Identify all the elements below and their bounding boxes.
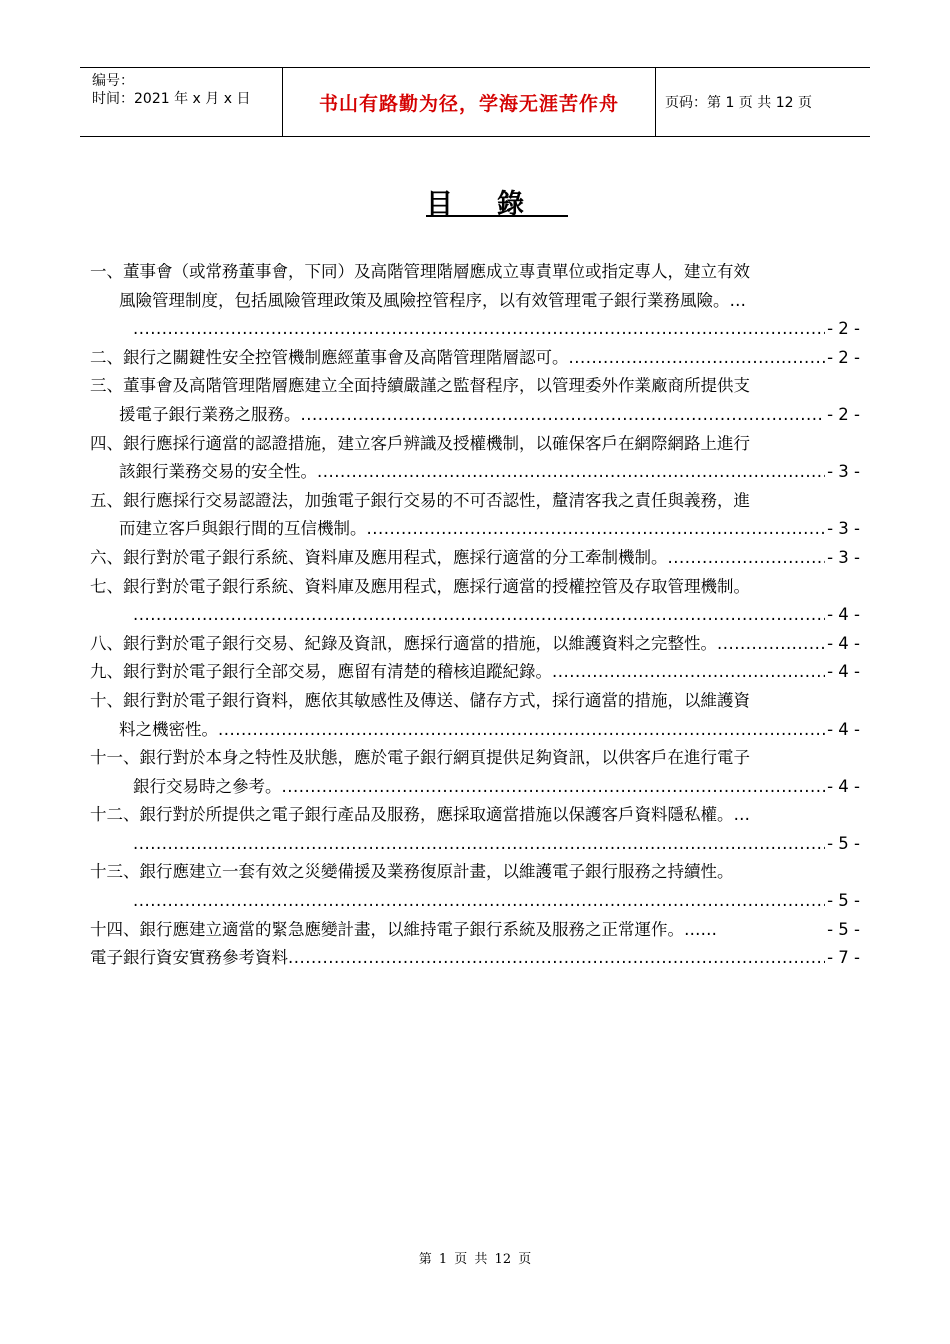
page-footer: 第 1 页 共 12 页 [418, 1252, 532, 1267]
toc-entry-text: 而建立客戶與銀行間的互信機制。 [119, 519, 367, 539]
toc-leader-dots [552, 658, 825, 687]
toc-line[interactable] [90, 658, 860, 687]
header-meta [80, 68, 280, 136]
toc-entry-text: 電子銀行資安實務參考資料 [90, 948, 288, 968]
toc-line[interactable] [90, 487, 860, 516]
toc-page-number: - 3 - [827, 519, 860, 539]
toc-line[interactable] [90, 630, 860, 659]
toc-leader-dots [218, 716, 825, 745]
toc-entry-text: 十三、銀行應建立一套有效之災變備援及業務復原計畫，以維護電子銀行服務之持續性。 [90, 862, 734, 882]
toc-line[interactable] [90, 744, 860, 773]
toc-leader-dots [317, 458, 825, 487]
toc-leader-dots [367, 515, 826, 544]
toc-entry-text: 六、銀行對於電子銀行系統、資料庫及應用程式，應採行適當的分工牽制機制。 [90, 547, 668, 567]
toc-line[interactable] [90, 315, 860, 344]
toc-leader-dots [133, 830, 825, 859]
header-motto-cell [282, 68, 656, 136]
toc-page-number: - 5 - [827, 833, 860, 853]
toc-title: 目錄 [426, 189, 568, 220]
toc-entry-text: 一、董事會（或常務董事會，下同）及高階管理階層應成立專責單位或指定專人，建立有效 [90, 262, 750, 281]
toc-entry-text: 八、銀行對於電子銀行交易、紀錄及資訊，應採行適當的措施，以維護資料之完整性。 [90, 633, 717, 653]
toc-line[interactable] [90, 601, 860, 630]
toc-entry-text: 五、銀行應採行交易認證法，加強電子銀行交易的不可否認性，釐清客我之責任與義務，進 [90, 490, 750, 510]
toc-entry-text: 銀行交易時之參考。 [133, 776, 282, 796]
toc-page-number: - 2 - [827, 404, 860, 424]
toc-line[interactable] [90, 544, 860, 573]
toc-line[interactable] [90, 372, 860, 401]
toc-page-number: - 3 - [827, 547, 860, 567]
table-of-contents [90, 258, 860, 973]
toc-page-number: - 4 - [827, 662, 860, 682]
toc-leader-dots [288, 944, 825, 973]
toc-entry-text: 九、銀行對於電子銀行全部交易，應留有清楚的稽核追蹤紀錄。 [90, 662, 552, 682]
toc-page-number: - 3 - [827, 462, 860, 482]
toc-line[interactable] [90, 830, 860, 859]
toc-page-number: - 4 - [827, 776, 860, 796]
toc-line[interactable] [90, 773, 860, 802]
header-page-info: 页码：第 1 页 共 12 页 [665, 95, 812, 111]
toc-page-number: - 4 - [827, 719, 860, 739]
toc-line[interactable] [90, 858, 860, 887]
toc-line[interactable] [90, 430, 860, 459]
toc-entry-text: 十、銀行對於電子銀行資料，應依其敏感性及傳送、儲存方式，採行適當的措施，以維護資 [90, 690, 750, 710]
toc-entry-text: 二、銀行之關鍵性安全控管機制應經董事會及高階管理階層認可。 [90, 347, 569, 367]
toc-line[interactable] [90, 716, 860, 745]
toc-line[interactable] [90, 916, 860, 945]
toc-entry-text: 料之機密性。 [119, 719, 218, 739]
toc-line[interactable] [90, 944, 860, 973]
toc-leader-dots [133, 601, 825, 630]
document-number-label: 编号： [92, 73, 134, 89]
toc-page-number: - 7 - [827, 948, 860, 968]
toc-page-number: - 4 - [827, 605, 860, 625]
toc-line[interactable] [90, 287, 860, 316]
toc-leader-dots [133, 315, 825, 344]
toc-leader-dots [282, 773, 826, 802]
toc-page-number: - 2 - [827, 347, 860, 367]
toc-entry-text: 三、董事會及高階管理階層應建立全面持續嚴謹之監督程序，以管理委外作業廠商所提供支 [90, 376, 750, 396]
toc-leader-dots [569, 344, 826, 373]
toc-page-number: - 5 - [827, 891, 860, 911]
toc-page-number: - 5 - [827, 919, 860, 939]
toc-page-number: - 2 - [827, 319, 860, 339]
toc-line[interactable] [90, 458, 860, 487]
toc-entry-text: 七、銀行對於電子銀行系統、資料庫及應用程式，應採行適當的授權控管及存取管理機制。 [90, 576, 750, 596]
toc-leader-dots [133, 887, 825, 916]
toc-leader-dots [668, 544, 826, 573]
toc-line[interactable] [90, 887, 860, 916]
toc-entry-text: 十一、銀行對於本身之特性及狀態，應於電子銀行網頁提供足夠資訊，以供客戶在進行電子 [90, 748, 750, 768]
toc-title-wrap [0, 182, 950, 221]
toc-page-number: - 4 - [827, 633, 860, 653]
toc-line[interactable] [90, 258, 860, 287]
toc-leader-dots [301, 401, 826, 430]
toc-entry-text: 十二、銀行對於所提供之電子銀行產品及服務，應採取適當措施以保護客戶資料隱私權。… [90, 805, 750, 825]
header-motto: 书山有路勤为径，学海无涯苦作舟 [318, 92, 619, 115]
document-date: 时间：2021 年 x 月 x 日 [92, 91, 251, 107]
toc-line[interactable] [90, 573, 860, 602]
toc-entry-text: 風險管理制度，包括風險管理政策及風險控管程序，以有效管理電子銀行業務風險。… [119, 290, 746, 310]
toc-line[interactable] [90, 515, 860, 544]
toc-line[interactable] [90, 344, 860, 373]
page-header [80, 67, 870, 137]
toc-line[interactable] [90, 801, 860, 830]
toc-entry-text: 援電子銀行業務之服務。 [119, 404, 301, 424]
toc-entry-text: 該銀行業務交易的安全性。 [119, 462, 317, 482]
toc-spacer [717, 916, 825, 945]
toc-entry-text: 四、銀行應採行適當的認證措施，建立客戶辨識及授權機制，以確保客戶在網際網路上進行 [90, 433, 750, 453]
toc-line[interactable] [90, 687, 860, 716]
toc-leader-dots [717, 630, 825, 659]
toc-entry-text: 十四、銀行應建立適當的緊急應變計畫，以維持電子銀行系統及服務之正常運作。…… [90, 919, 717, 939]
toc-line[interactable] [90, 401, 860, 430]
